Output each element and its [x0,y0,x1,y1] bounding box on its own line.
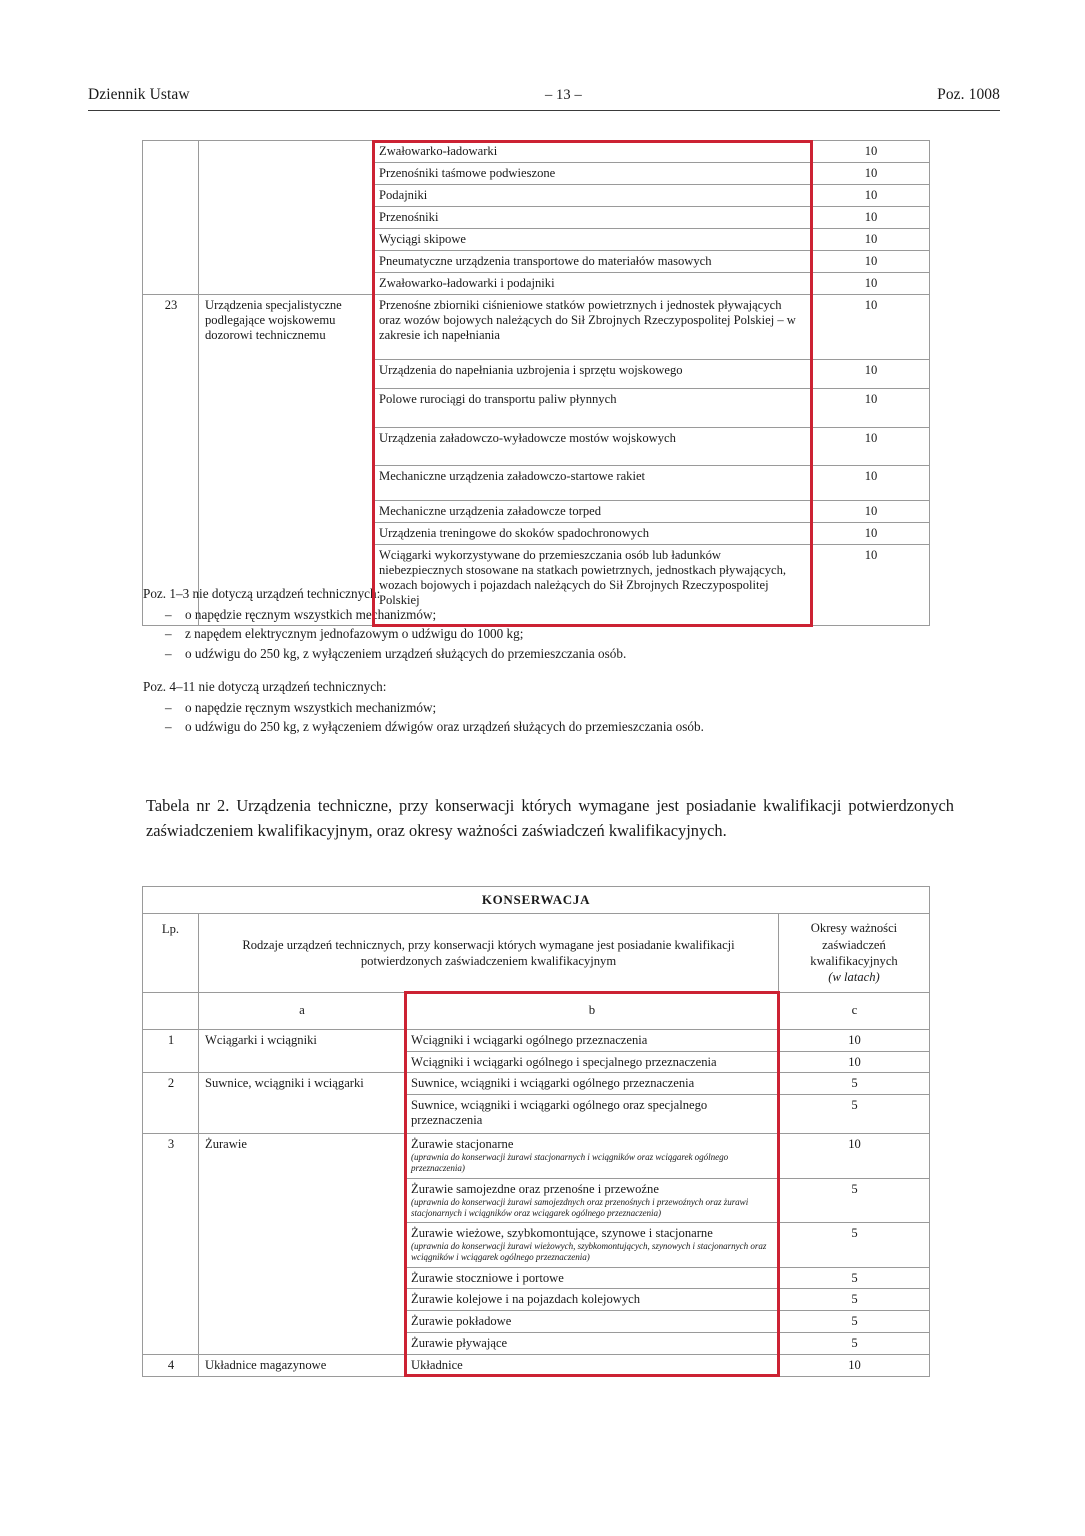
cell-equipment-name: Wyciągi skipowe [373,229,812,251]
letter-cell-b: b [405,992,779,1029]
cell-equipment-name: Przenośniki [373,207,812,229]
cell-years: 10 [812,545,930,626]
cell-years: 5 [779,1095,930,1134]
notes-poz-4-11 [143,678,943,738]
cell-equipment-name: Żurawie stoczniowe i portowe [405,1267,779,1289]
cell-equipment-name: Wciągniki i wciągarki ogólnego przeznaczenia [405,1029,779,1051]
cell-equipment-name: Podajniki [373,185,812,207]
cell-equipment-name: Wciągniki i wciągarki ogólnego i specjalnego przeznaczenia [405,1051,779,1073]
cell-equipment-name: Polowe rurociągi do transportu paliw płynnych [373,389,812,428]
table-1-body [143,141,930,626]
cell-years: 10 [812,207,930,229]
header-divider [88,110,1000,111]
header-periods-line-1: Okresy ważności [810,921,898,936]
cell-lp: 2 [143,1073,199,1134]
cell-years: 10 [812,501,930,523]
header-kinds: Rodzaje urządzeń technicznych, przy konserwacji których wymagane jest posiadanie kwalifikacji potwierdzonych zaświadczeniem kwalifikacyjnym [199,914,779,992]
cell-years: 10 [812,141,930,163]
cell-equipment-name: Zwałowarko-ładowarki [373,141,812,163]
dash-marker: – [165,646,172,662]
header-periods-line-3: kwalifikacyjnych [810,954,898,969]
list-item-text: o udźwigu do 250 kg, z wyłączeniem urządzeń służących do przemieszczania osób. [185,646,627,662]
table-2-body [143,1029,930,1376]
cell-years: 5 [779,1073,930,1095]
table-2-head [143,887,930,1030]
dash-marker: – [165,699,172,715]
cell-years: 10 [812,185,930,207]
cell-equipment-name [405,1223,779,1267]
table-2-title-row [143,887,930,914]
cell-equipment-name: Urządzenia do napełniania uzbrojenia i sprzętu wojskowego [373,360,812,389]
cell-years: 10 [779,1354,930,1376]
equipment-name-text: Żurawie wieżowe, szybkomontujące, szynowe i stacjonarne [411,1226,713,1241]
letter-cell-empty [143,992,199,1029]
cell-years: 10 [812,428,930,466]
letter-cell-c: c [779,992,930,1029]
equipment-name-note: (uprawnia do konserwacji żurawi stacjonarnych i wciągników oraz wciągarek ogólnego przeznaczenia) [411,1152,729,1174]
cell-equipment-name: Pneumatyczne urządzenia transportowe do materiałów masowych [373,251,812,273]
cell-years: 5 [779,1223,930,1267]
cell-lp: 3 [143,1134,199,1355]
list-item [143,645,943,664]
cell-years: 10 [812,389,930,428]
cell-equipment-name: Żurawie pływające [405,1333,779,1355]
cell-kind: Żurawie [199,1134,405,1355]
header-periods-line-4: (w latach) [828,970,880,985]
cell-equipment-name: Żurawie pokładowe [405,1311,779,1333]
cell-kind [199,141,373,295]
cell-equipment-name: Przenośniki taśmowe podwieszone [373,163,812,185]
list-item [143,699,943,718]
list-item-text: z napędem elektrycznym jednofazowym o udźwigu do 1000 kg; [185,626,524,642]
page-running-head [88,86,1000,104]
notes-poz-1-3 [143,585,943,665]
list-item-text: o napędzie ręcznym wszystkich mechanizmów; [185,699,437,715]
cell-lp: 4 [143,1354,199,1376]
cell-equipment-name: Mechaniczne urządzenia załadowcze torped [373,501,812,523]
table-2-header-row [143,914,930,992]
page-number: – 13 – [544,87,582,103]
cell-lp: 23 [143,295,199,626]
cell-kind: Suwnice, wciągniki i wciągarki [199,1073,405,1134]
dash-marker: – [165,719,172,735]
cell-years: 5 [779,1178,930,1222]
table-row [143,1354,930,1376]
cell-years: 5 [779,1333,930,1355]
list-item [143,625,943,644]
table-2-letter-row [143,992,930,1029]
table-2-konserwacja [142,886,930,1377]
cell-equipment-name: Suwnice, wciągniki i wciągarki ogólnego przeznaczenia [405,1073,779,1095]
journal-title: Dziennik Ustaw [88,86,190,103]
cell-years: 5 [779,1289,930,1311]
list-item [143,606,943,625]
letter-cell-a: a [199,992,405,1029]
list-item-text: o udźwigu do 250 kg, z wyłączeniem dźwigów oraz urządzeń służących do przemieszczania osób. [185,719,704,735]
cell-years: 10 [812,523,930,545]
equipment-name-note: (uprawnia do konserwacji żurawi samojezdnych oraz przenośnych i przewoźnych oraz żurawi stacjonarnych i wciągników oraz wciągarek ogólnego przeznaczenia) [411,1196,749,1218]
table-row [143,141,930,163]
cell-kind: Wciągarki i wciągniki [199,1029,405,1073]
cell-years: 10 [812,273,930,295]
table-2-caption: Tabela nr 2. Urządzenia techniczne, przy konserwacji których wymagane jest posiadanie kwalifikacji potwierdzonych zaświadczeniem kwalifikacyjnym, oraz okresy ważności zaświadczeń kwalifikacyjnych. [146,796,954,841]
cell-kind: Urządzenia specjalistyczne podlegające wojskowemu dozorowi technicznemu [199,295,373,626]
cell-equipment-name: Mechaniczne urządzenia załadowczo-startowe rakiet [373,466,812,501]
cell-equipment-name: Żurawie kolejowe i na pojazdach kolejowych [405,1289,779,1311]
table-2-container [142,886,929,1377]
cell-equipment-name: Zwałowarko-ładowarki i podajniki [373,273,812,295]
header-periods [779,914,930,992]
header-periods-line-2: zaświadczeń [822,937,886,952]
table-row [143,1134,930,1178]
cell-years: 10 [812,360,930,389]
cell-equipment-name: Układnice [405,1354,779,1376]
cell-equipment-name [405,1178,779,1222]
cell-years: 10 [812,163,930,185]
cell-years: 5 [779,1267,930,1289]
notes-list [143,699,943,737]
notes-lead: Poz. 4–11 nie dotyczą urządzeń technicznych: [143,679,387,694]
list-item-text: o napędzie ręcznym wszystkich mechanizmów; [185,606,437,622]
cell-years: 10 [779,1051,930,1073]
list-item [143,718,943,737]
equipment-name-text: Żurawie samojezdne oraz przenośne i przewoźne [411,1181,659,1196]
cell-equipment-name: Suwnice, wciągniki i wciągarki ogólnego oraz specjalnego przeznaczenia [405,1095,779,1134]
cell-years: 10 [812,251,930,273]
notes-list [143,606,943,664]
equipment-name-note: (uprawnia do konserwacji żurawi wieżowych, szybkomontujących, szynowych i stacjonarnych oraz wciągników i wciągarek ogólnego przeznaczenia) [411,1240,767,1263]
cell-equipment-name [405,1134,779,1178]
header-lp: Lp. [143,914,199,992]
notes-lead: Poz. 1–3 nie dotyczą urządzeń technicznych: [143,586,381,601]
dash-marker: – [165,626,172,642]
cell-equipment-name: Wciągarki wykorzystywane do przemieszczania osób lub ładunków niebezpiecznych stosowane na statkach powietrznych, jednostkach pływających, wozach bojowych i pojazdach należących do Sił Zbrojnych Rzeczypospolitej Polskiej [373,545,812,626]
cell-equipment-name: Przenośne zbiorniki ciśnieniowe statków powietrznych i jednostek pływających oraz wozów bojowych należących do Sił Zbrojnych Rzeczypospolitej Polskiej – w zakresie ich napełniania [373,295,812,360]
table-2-title: KONSERWACJA [143,887,930,914]
cell-equipment-name: Urządzenia załadowczo-wyładowcze mostów wojskowych [373,428,812,466]
cell-years: 10 [779,1029,930,1051]
table-1-container [142,140,929,626]
table-1-equipment-continued [142,140,930,626]
cell-equipment-name: Urządzenia treningowe do skoków spadochronowych [373,523,812,545]
cell-years: 10 [812,229,930,251]
cell-years: 10 [812,466,930,501]
position-reference: Poz. 1008 [937,86,1000,103]
cell-lp: 1 [143,1029,199,1073]
cell-years: 10 [779,1134,930,1178]
table-row-23 [143,295,930,360]
table-row [143,1073,930,1095]
dash-marker: – [165,606,172,622]
cell-kind: Układnice magazynowe [199,1354,405,1376]
table-row [143,1029,930,1051]
cell-years: 5 [779,1311,930,1333]
equipment-name-text: Żurawie stacjonarne [411,1137,514,1152]
cell-years: 10 [812,295,930,360]
cell-lp [143,141,199,295]
